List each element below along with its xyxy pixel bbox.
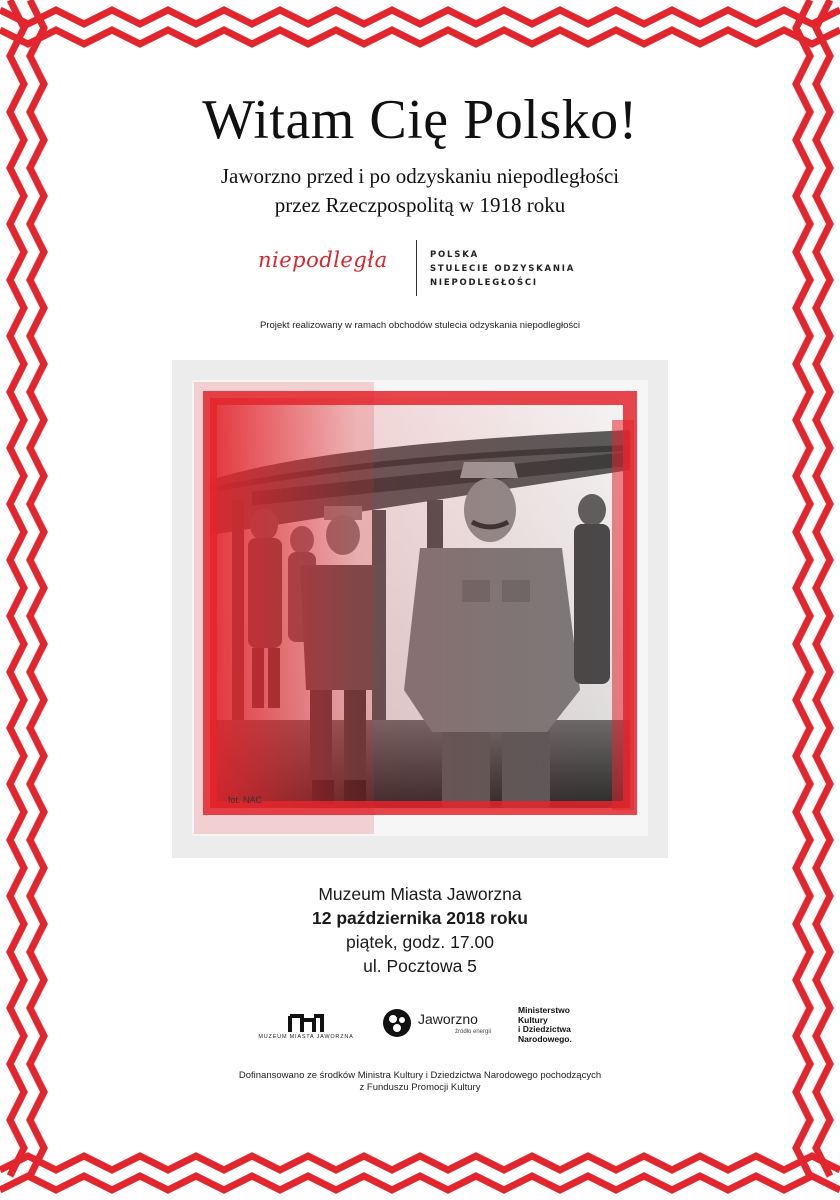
zigzag-stripe [0, 1176, 840, 1190]
muzeum-logo-text: MUZEUM MIASTA JAWORZNA [258, 1034, 354, 1040]
ministry-line-2: Kultury [518, 1014, 548, 1025]
event-date: 12 października 2018 roku [312, 908, 528, 928]
jaworzno-logo-icon [382, 1008, 412, 1038]
ministry-logo [518, 1006, 572, 1044]
event-info [0, 882, 840, 978]
poster-title: Witam Cię Polsko! [202, 89, 638, 151]
historic-photo [172, 360, 668, 858]
zigzag-stripe [0, 10, 840, 24]
logo-line-1: POLSKA [430, 250, 479, 260]
jaworzno-logo-name: Jaworzno [418, 1011, 478, 1027]
event-venue: Muzeum Miasta Jaworzna [318, 884, 522, 904]
photo-credit: fot. NAC [228, 795, 263, 805]
poster-subtitle [0, 162, 840, 220]
event-time: piątek, godz. 17.00 [346, 932, 494, 952]
zigzag-stripe [0, 30, 840, 44]
event-address: ul. Pocztowa 5 [363, 956, 477, 976]
project-note: Projekt realizowany w ramach obchodów stulecia odzyskania niepodległości [259, 320, 580, 331]
funding-line-2: z Funduszu Promocji Kultury [359, 1082, 481, 1093]
muzeum-logo-icon [256, 1010, 356, 1046]
subtitle-line-1: Jaworzno przed i po odzyskaniu niepodległości [220, 164, 620, 188]
subtitle-line-2: przez Rzeczpospolitą w 1918 roku [274, 193, 566, 217]
ministry-line-1: Ministerstwo [518, 1005, 570, 1015]
historic-photo-illustration [172, 360, 668, 858]
funding-line-1: Dofinansowano ze środków Ministra Kultury i Dziedzictwa Narodowego pochodzących [238, 1070, 602, 1081]
logo-line-3: NIEPODLEGŁOŚCI [430, 278, 538, 288]
niepodlegla-signature: niepodległa [258, 248, 388, 272]
logo-divider [416, 240, 417, 296]
ministry-line-3: i Dziedzictwa [518, 1024, 571, 1034]
logo-line-2: STULECIE ODZYSKANIA [430, 264, 576, 274]
jaworzno-logo-tagline: źródło energii [455, 1029, 492, 1035]
zigzag-stripe [0, 1156, 840, 1170]
ministry-line-4: Narodowego. [518, 1033, 572, 1044]
funding-note [0, 1070, 840, 1094]
sponsor-logos [0, 1002, 840, 1052]
niepodlegla-logo-text [430, 248, 575, 290]
niepodlegla-logo [258, 240, 598, 296]
